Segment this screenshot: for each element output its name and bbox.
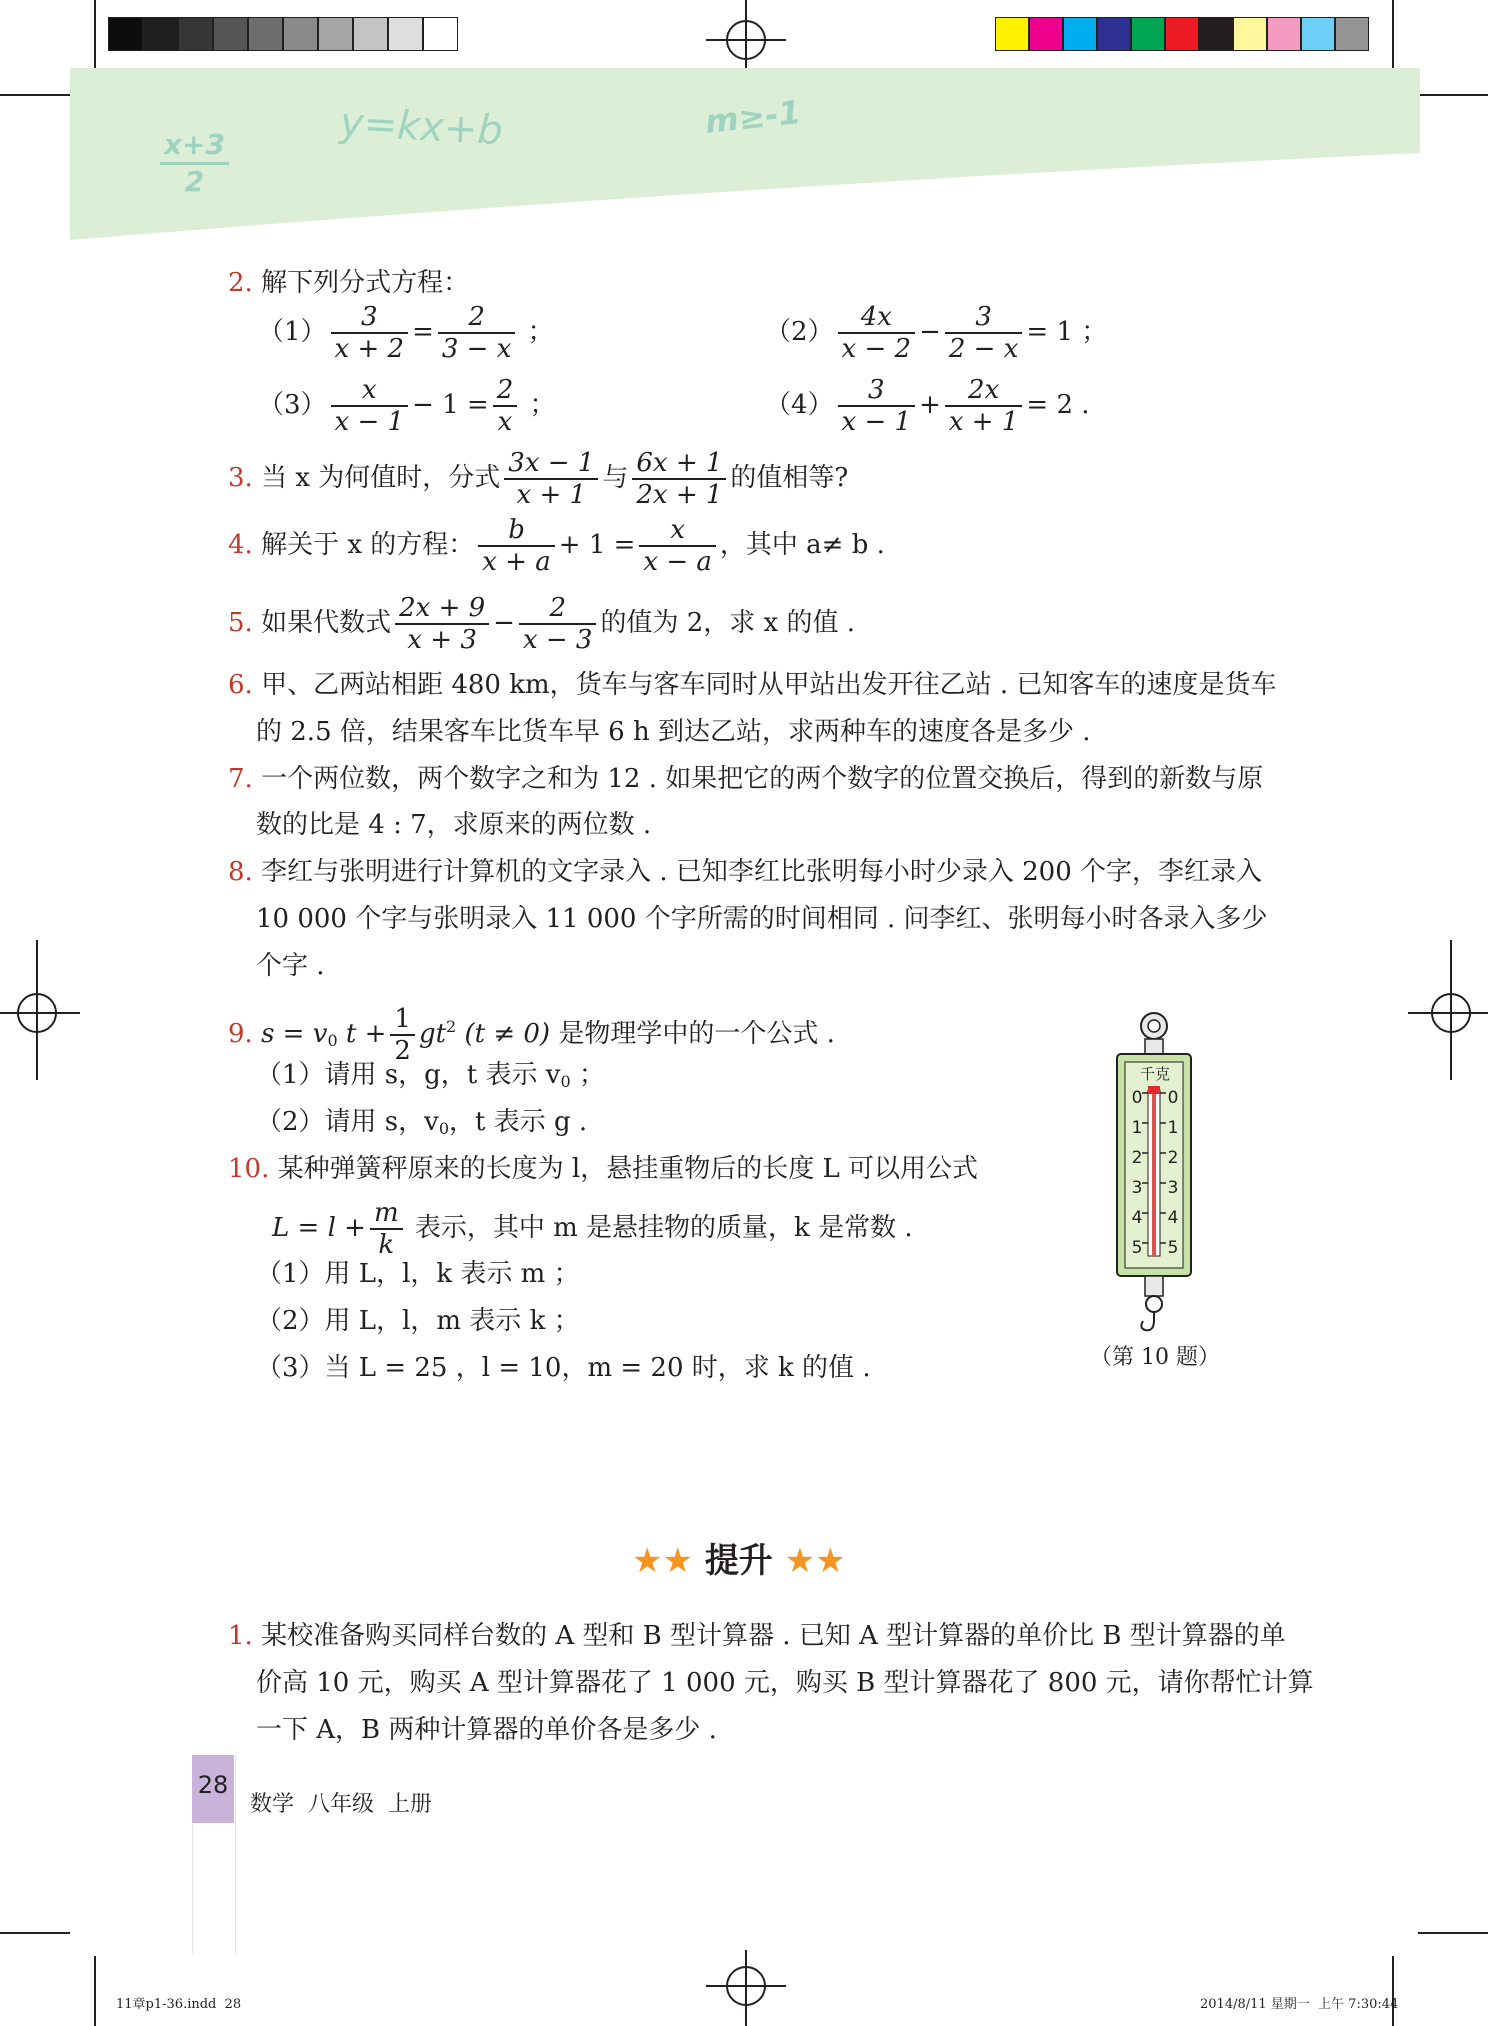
color-swatch: [1063, 17, 1097, 51]
exercise-number: 10.: [228, 1154, 270, 1184]
gray-swatch: [353, 17, 388, 51]
fraction: $\frac{2}{3 - x}$: [438, 302, 516, 364]
print-slug-right: 2014/8/11 星期一 上午 7:30:44: [1200, 1997, 1399, 2012]
gray-swatch: [283, 17, 318, 51]
exercise-8-line-3: 个字 .: [256, 951, 325, 981]
star-icon: ★★: [784, 1541, 846, 1581]
color-swatch: [1301, 17, 1335, 51]
registration-mark-icon: [0, 940, 80, 1080]
exercise-3: 3. 当 x 为何值时，分式 $\frac{3x - 1}{x + 1}$ 与 $\frac{6x + 1}{2x + 1}$ 的值相等?: [228, 448, 849, 510]
color-swatch: [1199, 17, 1233, 51]
exercise-5: 5. 如果代数式 $\frac{2x + 9}{x + 3}$ − $\frac{2}{x - 3}$ 的值为 2，求 x 的值 .: [228, 593, 856, 655]
exercise-number: 4.: [228, 530, 253, 560]
exercise-8-line-2: 10 000 个字与张明录入 11 000 个字所需的时间相同 . 问李红、张明每小时各录入多少: [256, 904, 1268, 934]
exercise-9: 9. $s = v_0$ t + $\frac{1}{2}$ $gt^2$ (t ≠ 0) 是物理学中的一个公式 .: [228, 1004, 835, 1066]
gray-swatch: [143, 17, 178, 51]
crop-mark: [1392, 1956, 1394, 2026]
fraction: $\frac{x}{x - 1}$: [331, 375, 409, 437]
part-label: （4）: [765, 390, 834, 420]
exercise-8: 8. 李红与张明进行计算机的文字录入 . 已知李红比张明每小时少录入 200 个字，李红录入: [228, 857, 1263, 887]
exercise-text: 解下列分式方程：: [261, 268, 470, 298]
crop-mark: [1418, 94, 1488, 96]
banner-formula-fraction: x+3 2: [160, 128, 229, 199]
exercise-4: 4. 解关于 x 的方程： $\frac{b}{x + a}$ + 1 = $\frac{x}{x - a}$ ，其中 a≠ b .: [228, 515, 885, 577]
gray-swatch: [178, 17, 213, 51]
banner-formula-inequality: m≥-1: [703, 93, 803, 141]
fraction: $\frac{4x}{x - 2}$: [838, 302, 916, 364]
fraction: $\frac{6x + 1}{2x + 1}$: [632, 448, 726, 510]
gray-swatch: [213, 17, 248, 51]
color-swatch: [995, 17, 1029, 51]
book-title: 数学 八年级 上册: [250, 1792, 432, 1817]
crop-mark: [0, 94, 70, 96]
color-swatch: [1335, 17, 1369, 51]
exercise-2-part-2: （2） $\frac{4x}{x - 2}$ − $\frac{3}{2 - x}$ = 1 ；: [765, 302, 1108, 364]
spring-scale-icon: [1105, 1010, 1215, 1340]
section-title: 提升: [704, 1541, 773, 1581]
part-label: （3）: [258, 390, 327, 420]
section-heading: [632, 1538, 846, 1584]
registration-mark-icon: [1408, 940, 1488, 1080]
exercise-7: 7. 一个两位数，两个数字之和为 12 . 如果把它的两个数字的位置交换后，得到的新数与原: [228, 764, 1264, 794]
header-banner: [70, 68, 1420, 248]
gray-swatch: [388, 17, 423, 51]
fraction: $\frac{2x + 9}{x + 3}$: [395, 593, 489, 655]
fraction: $\frac{1}{2}$: [390, 1004, 415, 1066]
exercise-number: 5.: [228, 608, 253, 638]
fraction: $\frac{x}{x - a}$: [639, 515, 715, 577]
exercise-number: 9.: [228, 1019, 253, 1049]
exercise-number: 1.: [228, 1621, 253, 1651]
crop-mark: [1392, 0, 1394, 70]
fraction: $\frac{2}{x - 3}$: [519, 593, 597, 655]
exercise-6: 6. 甲、乙两站相距 480 km，货车与客车同时从甲站出发开往乙站 . 已知客车的速度是货车: [228, 670, 1277, 700]
banner-formula-linear: y=kx+b: [338, 99, 505, 155]
gray-swatch: [423, 17, 458, 51]
print-slug-left: 11章p1-36.indd 28: [116, 1997, 242, 2012]
exercise-7-line-2: 数的比是 4 : 7，求原来的两位数 .: [256, 810, 652, 840]
crop-mark: [94, 1956, 96, 2026]
exercise-10: 10. 某种弹簧秤原来的长度为 l，悬挂重物后的长度 L 可以用公式: [228, 1154, 979, 1184]
crop-mark: [94, 0, 96, 70]
part-label: （2）: [765, 317, 834, 347]
gray-swatch: [318, 17, 353, 51]
exercise-10-part-1: （1）用 L，l，k 表示 m ；: [256, 1259, 580, 1289]
figure-caption: （第 10 题）: [1090, 1345, 1220, 1370]
fraction: $\frac{b}{x + a}$: [478, 515, 554, 577]
extension-exercise-1-line-3: 一下 A，B 两种计算器的单价各是多少 .: [256, 1715, 717, 1745]
fraction: $\frac{3}{x - 1}$: [838, 375, 916, 437]
registration-mark-icon: [706, 1950, 786, 2026]
fraction: $\frac{3}{2 - x}$: [945, 302, 1023, 364]
color-swatch: [1165, 17, 1199, 51]
color-swatch: [1233, 17, 1267, 51]
color-swatch: [1097, 17, 1131, 51]
exercise-2: [228, 263, 469, 303]
exercise-number: 7.: [228, 764, 253, 794]
color-swatch: [1131, 17, 1165, 51]
exercise-2-part-4: （4） $\frac{3}{x - 1}$ + $\frac{2x}{x + 1}$ = 2 .: [765, 375, 1090, 437]
fraction: $\frac{m}{k}$: [370, 1198, 403, 1260]
scale-ticks-right: 0 1 2 3 4 5: [1167, 1088, 1179, 1258]
scale-ticks-left: 0 1 2 3 4 5: [1131, 1088, 1143, 1258]
scale-unit-label: 千克: [1139, 1065, 1170, 1083]
crop-mark: [0, 1932, 70, 1934]
gray-swatch: [108, 17, 143, 51]
exercise-number: 8.: [228, 857, 253, 887]
fraction: $\frac{3x - 1}{x + 1}$: [504, 448, 598, 510]
exercise-9-part-2: （2）请用 s，$v_0$，t 表示 g .: [256, 1107, 588, 1138]
color-swatch: [1029, 17, 1063, 51]
spring-scale-figure: [1105, 1010, 1215, 1340]
fraction: $\frac{2}{x}$: [493, 375, 518, 437]
star-icon: ★★: [632, 1541, 693, 1581]
exercise-10-part-2: （2）用 L，l，m 表示 k ；: [256, 1306, 580, 1336]
extension-exercise-1: 1. 某校准备购买同样台数的 A 型和 B 型计算器 . 已知 A 型计算器的单价比 B 型计算器的单: [228, 1621, 1286, 1651]
page-number: 28: [192, 1755, 234, 1823]
exercise-10-part-3: （3）当 L = 25 ，l = 10，m = 20 时，求 k 的值 .: [256, 1353, 871, 1383]
exercise-2-part-1: （1） $\frac{3}{x + 2}$ = $\frac{2}{3 - x}$ ；: [258, 302, 554, 364]
exercise-2-part-3: （3） $\frac{x}{x - 1}$ − 1 = $\frac{2}{x}$ ；: [258, 375, 556, 437]
fraction: $\frac{2x}{x + 1}$: [945, 375, 1023, 437]
color-swatch: [1267, 17, 1301, 51]
crop-mark: [1418, 1932, 1488, 1934]
extension-exercise-1-line-2: 价高 10 元，购买 A 型计算器花了 1 000 元，购买 B 型计算器花了 800 元，请你帮忙计算: [256, 1668, 1314, 1698]
exercise-number: 3.: [228, 463, 253, 493]
gray-swatch: [248, 17, 283, 51]
exercise-10-formula: L = l + $\frac{m}{k}$ 表示，其中 m 是悬挂物的质量，k 是常数 .: [272, 1198, 913, 1260]
exercise-9-part-1: （1）请用 s，g，t 表示 $v_0$ ；: [256, 1060, 605, 1091]
part-label: （1）: [258, 317, 327, 347]
exercise-6-line-2: 的 2.5 倍，结果客车比货车早 6 h 到达乙站，求两种车的速度各是多少 .: [256, 717, 1091, 747]
exercise-number: 6.: [228, 670, 253, 700]
fraction: $\frac{3}{x + 2}$: [331, 302, 409, 364]
exercise-number: 2.: [228, 268, 253, 298]
